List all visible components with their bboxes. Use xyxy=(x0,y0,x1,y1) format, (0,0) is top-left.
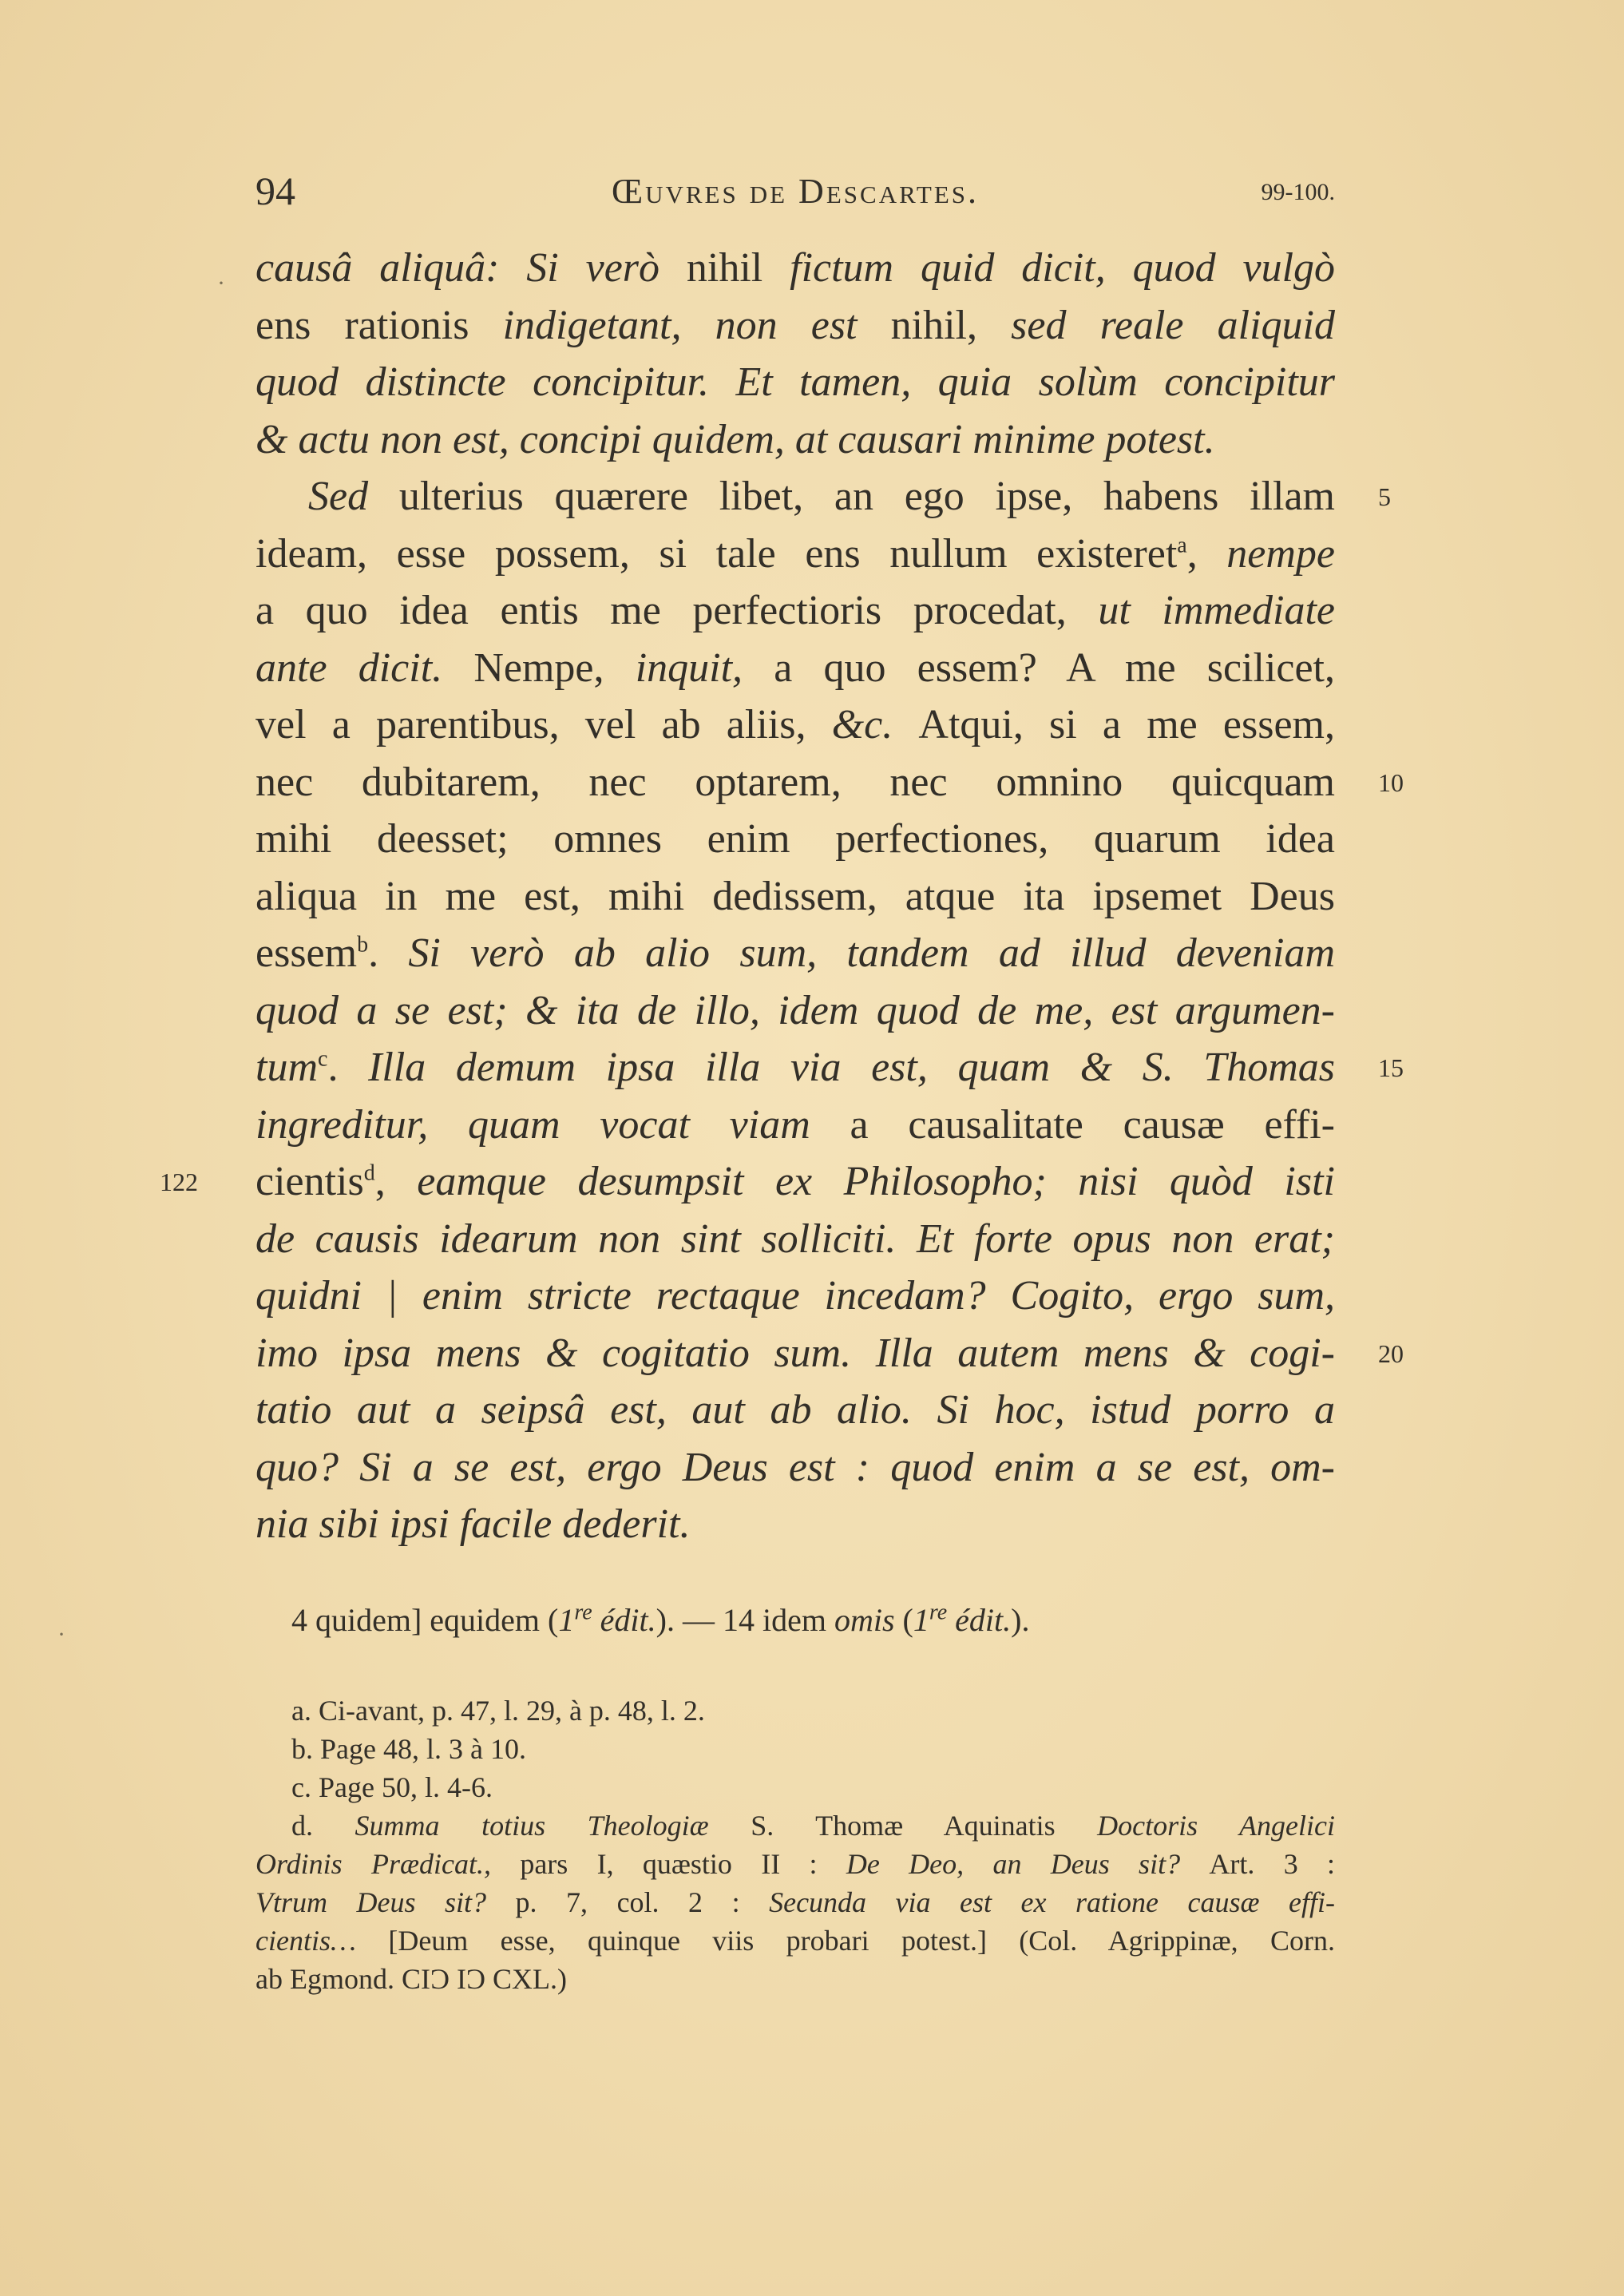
text-line xyxy=(255,240,1335,297)
footnote-line xyxy=(255,1845,1335,1883)
text-run: Sed xyxy=(308,474,399,519)
textual-variants xyxy=(291,1601,1029,1639)
text-run: a causalitate causæ effi- xyxy=(850,1101,1335,1148)
stray-mark: · xyxy=(57,1621,65,1648)
text-run: Vtrum Deus sit? xyxy=(255,1886,516,1918)
text-run: a quo idea entis me perfectioris procedat, xyxy=(255,588,1099,633)
text-run: ). — 14 idem xyxy=(656,1602,834,1638)
text-run: nec dubitarem, nec optarem, nec omnino quicquam xyxy=(255,759,1335,805)
text-run: . xyxy=(368,930,409,976)
text-run: inquit, xyxy=(635,644,774,691)
text-run: [Deum esse, quinque viis probari potest.] (Col. Agrippinæ, Corn. xyxy=(388,1925,1335,1957)
text-run: Atqui, si a me essem, xyxy=(918,702,1336,747)
text-run: quidni | enim stricte rectaque incedam? Cogito, ergo sum, xyxy=(255,1273,1335,1319)
text-run: omis xyxy=(834,1602,895,1638)
footnote-line xyxy=(255,1768,1335,1806)
text-line xyxy=(255,1096,1335,1154)
text-line xyxy=(255,1325,1335,1382)
text-run: Secunda via est ex ratione causæ effi- xyxy=(769,1886,1336,1918)
text-run: Illa demum ipsa illa via est, quam & S. Thomas xyxy=(368,1045,1336,1090)
text-run: Summa totius Theologiæ xyxy=(355,1810,751,1842)
footnote-line xyxy=(255,1921,1335,1960)
text-run: Si verò ab alio sum, tandem ad illud deveniam xyxy=(408,930,1335,976)
running-title: Œuvres de Descartes. xyxy=(611,172,980,211)
text-line xyxy=(255,297,1335,355)
text-run: b. Page 48, l. 3 à 10. xyxy=(291,1733,526,1765)
text-run: quod distincte concipitur. Et tamen, quia solùm concipitur xyxy=(255,359,1335,405)
text-run: aliqua in me est, mihi dedissem, atque ita ipsemet Deus xyxy=(255,873,1335,919)
line-number: 10 xyxy=(1378,767,1404,797)
note-reference: b xyxy=(357,932,369,958)
text-run: causâ aliquâ: Si verò xyxy=(255,245,687,291)
note-reference: re xyxy=(574,1600,592,1625)
text-line xyxy=(255,1039,1335,1096)
text-run: eamque desumpsit ex Philosopho; nisi quòd isti xyxy=(417,1159,1336,1204)
text-run: 1 xyxy=(913,1602,929,1638)
text-run: ab Egmond. CIƆ IƆ CXL.) xyxy=(255,1963,567,1995)
text-run: ut immediate xyxy=(1098,588,1335,633)
text-run: S. Thomæ Aquinatis xyxy=(751,1810,1098,1842)
page-reference: 99-100. xyxy=(1261,179,1335,205)
text-run: 1 xyxy=(558,1602,575,1638)
edition-page-number: 122 xyxy=(160,1168,198,1196)
text-run: mihi deesset; omnes enim perfectiones, quarum idea xyxy=(255,816,1335,862)
line-number: 5 xyxy=(1378,482,1391,511)
text-run: & actu non est, concipi quidem, at causari minime potest. xyxy=(255,416,1215,462)
note-reference: d xyxy=(363,1160,375,1186)
text-line xyxy=(255,1439,1335,1497)
text-run: a quo essem? A me scilicet, xyxy=(774,644,1335,691)
text-line xyxy=(255,754,1335,811)
text-run: cientis… xyxy=(255,1925,389,1957)
text-line xyxy=(255,411,1335,469)
text-line xyxy=(255,1382,1335,1439)
page-number: 94 xyxy=(255,169,295,213)
text-run: ante dicit. xyxy=(255,644,474,691)
text-run: pars I, quæstio II : xyxy=(520,1848,846,1880)
line-number: 20 xyxy=(1378,1338,1404,1368)
footnote-line xyxy=(255,1806,1335,1845)
text-line xyxy=(255,582,1335,640)
text-run: indigetant, non est xyxy=(502,302,891,348)
text-run: c. Page 50, l. 4-6. xyxy=(291,1771,493,1803)
text-run: nia sibi ipsi facile dederit. xyxy=(255,1501,691,1547)
text-line xyxy=(255,1153,1335,1211)
text-line xyxy=(255,468,1335,525)
text-run: quo? Si a se est, ergo Deus est : quod enim a se est, om- xyxy=(255,1444,1335,1490)
text-run: sed reale aliquid xyxy=(1011,302,1335,348)
text-run: fictum quid dicit, quod vulgò xyxy=(790,245,1336,291)
text-run: tum xyxy=(255,1045,318,1090)
text-run: de causis idearum non sint solliciti. Et forte opus non erat; xyxy=(255,1215,1335,1262)
text-run: Ordinis Prædicat., xyxy=(255,1848,521,1880)
text-run: essem xyxy=(255,930,358,976)
text-run: ( xyxy=(894,1602,913,1638)
text-line xyxy=(255,811,1335,868)
footnote-line xyxy=(255,1691,1335,1730)
text-run: Doctoris Angelici xyxy=(1097,1810,1336,1842)
footnote-line xyxy=(255,1960,1335,1998)
text-line xyxy=(255,982,1335,1040)
text-line xyxy=(255,925,1335,982)
text-run: nihil xyxy=(686,245,790,291)
text-line xyxy=(255,640,1335,697)
text-run: nihil, xyxy=(890,302,1012,348)
text-run: . xyxy=(327,1045,369,1090)
stray-mark: · xyxy=(217,270,225,296)
text-run: , xyxy=(1186,530,1227,577)
text-run: 4 quidem] equidem ( xyxy=(291,1602,559,1638)
footnote-line xyxy=(255,1883,1335,1921)
text-line xyxy=(255,696,1335,754)
note-reference: c xyxy=(318,1046,328,1072)
text-run: ingreditur, quam vocat viam xyxy=(255,1101,850,1148)
main-text xyxy=(255,240,1335,1553)
text-run: vel a parentibus, vel ab aliis, xyxy=(255,702,832,747)
text-run: , xyxy=(374,1159,418,1204)
text-line xyxy=(255,1267,1335,1325)
footnotes xyxy=(255,1691,1335,1998)
text-run: Nempe, xyxy=(473,644,636,691)
text-run: édit. xyxy=(947,1602,1012,1638)
text-run: quod a se est; & ita de illo, idem quod de me, est argumen- xyxy=(255,987,1335,1033)
text-run: &c. xyxy=(831,702,919,747)
text-line xyxy=(255,1211,1335,1268)
text-run: ens rationis xyxy=(255,302,503,348)
text-run: imo ipsa mens & cogitatio sum. Illa autem mens & cogi- xyxy=(255,1330,1335,1376)
note-reference: re xyxy=(929,1600,948,1625)
text-line xyxy=(255,868,1335,926)
text-line xyxy=(255,525,1335,583)
running-header xyxy=(255,168,1335,216)
text-run: ulterius quærere libet, an ego ipse, habens illam xyxy=(398,474,1335,519)
text-run: tatio aut a seipsâ est, aut ab alio. Si hoc, istud porro a xyxy=(255,1387,1335,1433)
text-run: nempe xyxy=(1226,530,1335,577)
footnote-line xyxy=(255,1730,1335,1768)
text-run: p. 7, col. 2 : xyxy=(515,1886,770,1918)
note-reference: a xyxy=(1177,533,1187,558)
text-run: Art. 3 : xyxy=(1209,1848,1336,1880)
text-run: cientis xyxy=(255,1159,364,1204)
text-line xyxy=(255,354,1335,411)
text-run: a. Ci-avant, p. 47, l. 29, à p. 48, l. 2. xyxy=(291,1695,705,1727)
text-line xyxy=(255,1496,1335,1553)
text-run: d. xyxy=(291,1810,355,1842)
text-run: ). xyxy=(1011,1602,1030,1638)
text-run: édit. xyxy=(592,1602,656,1638)
line-number: 15 xyxy=(1378,1053,1404,1082)
text-run: ideam, esse possem, si tale ens nullum existeret xyxy=(255,530,1178,577)
text-run: De Deo, an Deus sit? xyxy=(846,1848,1210,1880)
